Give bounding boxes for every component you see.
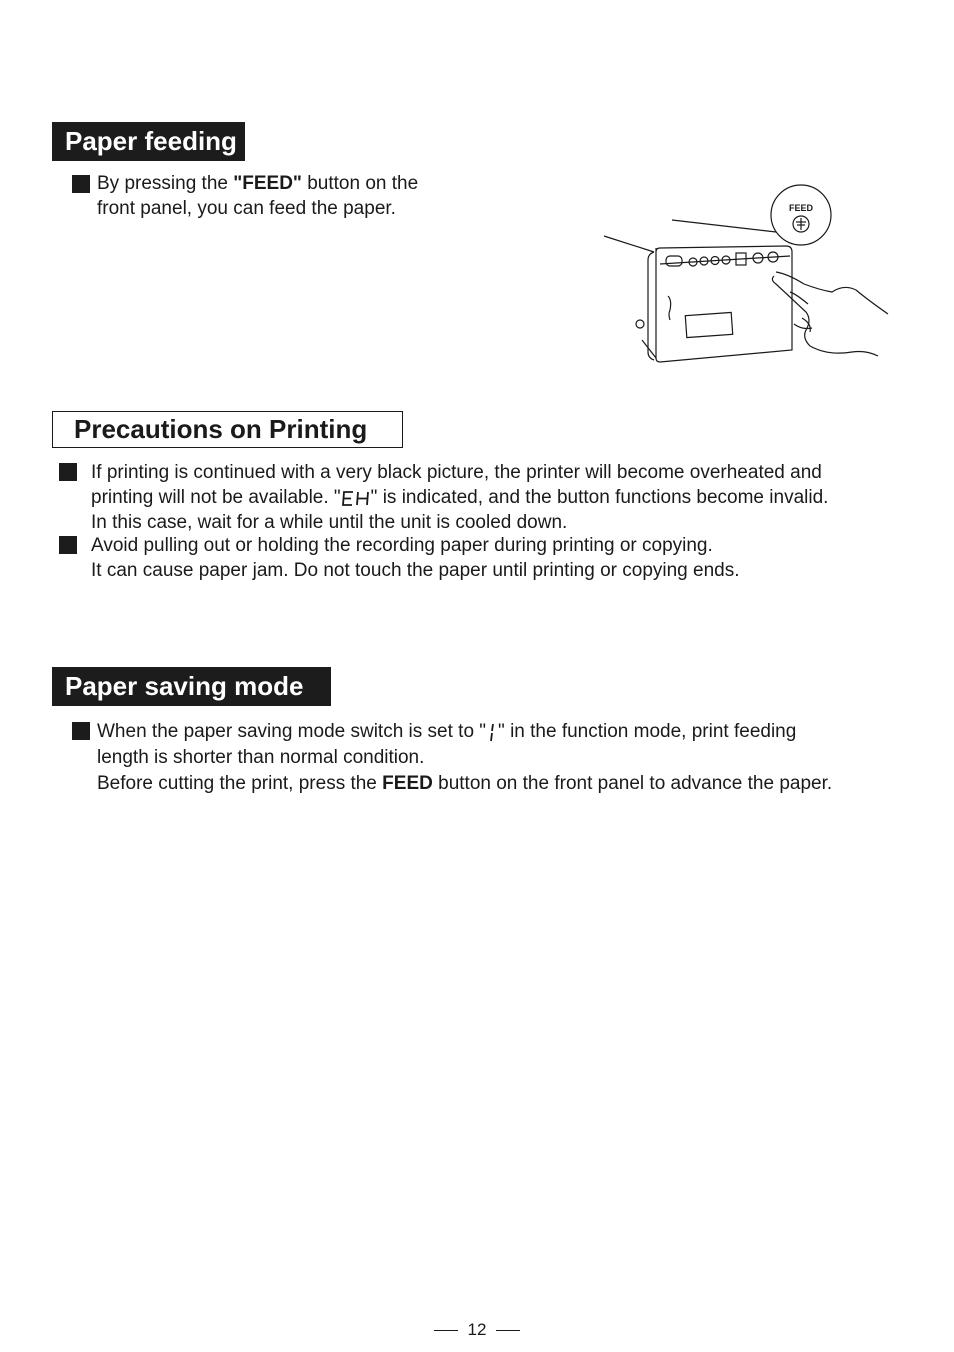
bullet-square-icon	[72, 175, 90, 193]
eh-display-icon	[341, 488, 371, 508]
precaution-text-1: If printing is continued with a very black picture, the printer will become overheated and printing will not be available. " " is indicated, and the button functions become invalid. In this case, wait for a while until the unit is cooled down.	[91, 462, 829, 533]
section-title-paper-feeding: Paper feeding	[52, 122, 245, 161]
feed-button-label: FEED	[788, 203, 814, 213]
bullet-square-icon	[72, 722, 90, 740]
bullet-square-icon	[59, 536, 77, 554]
dash-decoration	[434, 1330, 458, 1331]
printer-feed-illustration	[598, 180, 898, 370]
page-number: 12	[0, 1320, 954, 1340]
saving-text: When the paper saving mode switch is set to " " in the function mode, print feeding length is shorter than normal condition. Before cutting the print, press the FEED button on the front panel to advance the paper.	[97, 721, 833, 794]
dash-decoration	[496, 1330, 520, 1331]
mode-one-display-icon	[486, 720, 498, 744]
section-title-precautions: Precautions on Printing	[52, 411, 403, 448]
section-title-paper-saving: Paper saving mode	[52, 667, 331, 706]
bullet-square-icon	[59, 463, 77, 481]
feeding-text: By pressing the "FEED" button on the front panel, you can feed the paper.	[97, 173, 419, 219]
precaution-text-2: Avoid pulling out or holding the recording paper during printing or copying. It can cause paper jam. Do not touch the paper until printing or copying ends.	[91, 535, 740, 581]
